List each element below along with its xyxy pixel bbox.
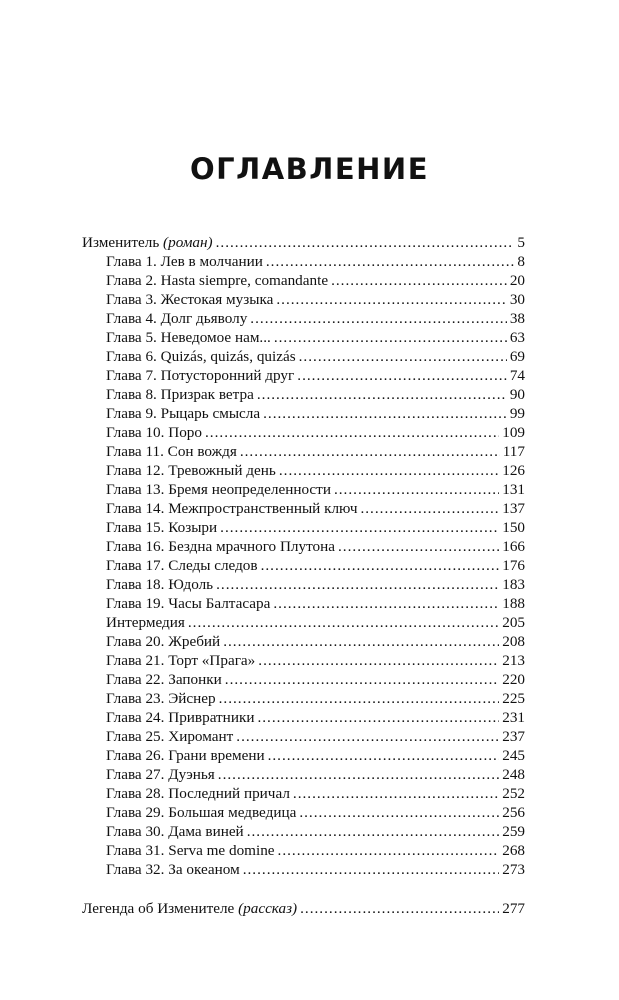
dot-leader	[334, 480, 499, 499]
toc-entry-chapter[interactable]	[82, 651, 525, 670]
toc-page-number: 166	[502, 538, 525, 555]
toc-page-number: 90	[509, 386, 525, 403]
toc-page-number: 188	[502, 595, 525, 612]
dot-leader	[220, 518, 499, 537]
dot-leader	[263, 404, 507, 423]
dot-leader	[299, 803, 499, 822]
toc-entry-chapter[interactable]	[82, 404, 525, 423]
dot-leader	[261, 556, 500, 575]
toc-entry-label: Интермедия	[106, 614, 185, 631]
toc-entry-label: Глава 30. Дама виней	[106, 823, 244, 840]
toc-entry-label: Глава 12. Тревожный день	[106, 462, 276, 479]
toc-entry-label: Глава 16. Бездна мрачного Плутона	[106, 538, 335, 555]
toc-entry-chapter[interactable]	[82, 461, 525, 480]
toc-page-number: 252	[502, 785, 525, 802]
dot-leader	[266, 252, 515, 271]
dot-leader	[218, 765, 499, 784]
toc-entry-chapter[interactable]	[82, 385, 525, 404]
page-title: ОГЛАВЛЕНИЕ	[189, 152, 429, 186]
toc-entry-chapter[interactable]	[82, 290, 525, 309]
toc-page-number: 208	[502, 633, 525, 650]
toc-entry-label: Глава 18. Юдоль	[106, 576, 214, 593]
toc-entry-label: Глава 24. Привратники	[106, 709, 255, 726]
toc-page-number: 231	[502, 709, 525, 726]
toc-entry-label: Глава 8. Призрак ветра	[106, 386, 254, 403]
toc-entry-label: Глава 13. Бремя неопределенности	[106, 481, 331, 498]
toc-page-number: 131	[502, 481, 525, 498]
work-genre: (роман)	[163, 234, 213, 251]
toc-page-number: 137	[502, 500, 525, 517]
toc-entry-label: Глава 23. Эйснер	[106, 690, 216, 707]
dot-leader	[216, 233, 515, 252]
work-title: Легенда об Изменителе	[82, 900, 235, 917]
toc-page-number: 38	[509, 310, 525, 327]
toc-entry-label: Глава 15. Козыри	[106, 519, 218, 536]
toc-entry-label: Глава 6. Quizás, quizás, quizás	[106, 348, 296, 365]
toc-entry-label: Глава 7. Потусторонний друг	[106, 367, 295, 384]
toc-entry-chapter[interactable]	[82, 442, 525, 461]
toc-entry-chapter[interactable]	[82, 613, 525, 632]
toc-page-number: 268	[502, 842, 525, 859]
dot-leader	[257, 708, 499, 727]
toc-entry-label: Глава 28. Последний причал	[106, 785, 290, 802]
toc-entry-story[interactable]	[82, 899, 525, 918]
toc-page-number: 220	[502, 671, 525, 688]
toc-entry-label: Глава 31. Serva me domine	[106, 842, 275, 859]
dot-leader	[223, 632, 499, 651]
toc-entry-chapter[interactable]	[82, 632, 525, 651]
toc-page-number: 248	[502, 766, 525, 783]
toc-entry-chapter[interactable]	[82, 347, 525, 366]
dot-leader	[268, 746, 500, 765]
dot-leader	[240, 442, 500, 461]
dot-leader	[274, 328, 507, 347]
toc-entry-label	[82, 233, 213, 252]
toc-entry-label: Глава 4. Долг дьяволу	[106, 310, 248, 327]
toc-entry-label: Глава 19. Часы Балтасара	[106, 595, 271, 612]
toc-entry-label: Глава 20. Жребий	[106, 633, 221, 650]
toc-entry-chapter[interactable]	[82, 594, 525, 613]
dot-leader	[257, 385, 507, 404]
toc-entry-label: Глава 1. Лев в молчании	[106, 253, 263, 270]
dot-leader	[338, 537, 499, 556]
toc-entry-label: Глава 5. Неведомое нам...	[106, 329, 271, 346]
dot-leader	[247, 822, 500, 841]
toc-entry-label: Глава 11. Сон вождя	[106, 443, 237, 460]
toc-page-number: 259	[502, 823, 525, 840]
toc-entry-chapter[interactable]	[82, 670, 525, 689]
toc-entry-chapter[interactable]	[82, 366, 525, 385]
toc-entry-chapter[interactable]	[82, 689, 525, 708]
toc-page-number: 117	[502, 443, 525, 460]
toc-page-number: 237	[502, 728, 525, 745]
toc-entry-chapter[interactable]	[82, 480, 525, 499]
toc-page-number: 176	[502, 557, 525, 574]
toc-entry-chapter[interactable]	[82, 499, 525, 518]
toc-entry-label: Глава 27. Дуэнья	[106, 766, 215, 783]
toc-page-number: 20	[509, 272, 525, 289]
toc-entry-label: Глава 29. Большая медведица	[106, 804, 297, 821]
toc-entry-chapter[interactable]	[82, 784, 525, 803]
toc-entry-chapter[interactable]	[82, 822, 525, 841]
dot-leader	[225, 670, 499, 689]
toc-page-number: 277	[502, 900, 525, 917]
table-of-contents	[82, 233, 525, 918]
toc-entry-label: Глава 2. Hasta siempre, comandante	[106, 272, 329, 289]
dot-leader	[243, 860, 500, 879]
toc-entry-chapter[interactable]	[82, 518, 525, 537]
toc-entry-chapter[interactable]	[82, 841, 525, 860]
dot-leader	[216, 575, 499, 594]
toc-page-number: 8	[517, 253, 525, 270]
toc-entry-label: Глава 26. Грани времени	[106, 747, 265, 764]
dot-leader	[331, 271, 507, 290]
toc-page-number: 63	[509, 329, 525, 346]
toc-page-number: 213	[502, 652, 525, 669]
toc-entry-chapter[interactable]	[82, 556, 525, 575]
dot-leader	[219, 689, 500, 708]
toc-page-number: 183	[502, 576, 525, 593]
dot-leader	[250, 309, 507, 328]
dot-leader	[236, 727, 499, 746]
toc-entry-label: Глава 25. Хиромант	[106, 728, 234, 745]
dot-leader	[278, 841, 500, 860]
dot-leader	[360, 499, 499, 518]
chapter-list	[82, 252, 525, 879]
dot-leader	[293, 784, 499, 803]
toc-page-number: 5	[517, 234, 525, 251]
dot-leader	[279, 461, 499, 480]
toc-entry-chapter[interactable]	[82, 575, 525, 594]
work-genre: (рассказ)	[238, 900, 298, 917]
dot-leader	[188, 613, 499, 632]
toc-entry-chapter[interactable]	[82, 537, 525, 556]
toc-entry-chapter[interactable]	[82, 309, 525, 328]
toc-page-number: 273	[502, 861, 525, 878]
toc-entry-label: Глава 22. Запонки	[106, 671, 222, 688]
dot-leader	[299, 347, 507, 366]
dot-leader	[300, 899, 499, 918]
toc-page-number: 256	[502, 804, 525, 821]
toc-page-number: 126	[502, 462, 525, 479]
toc-entry-chapter[interactable]	[82, 727, 525, 746]
toc-entry-label	[82, 899, 297, 918]
toc-page-number: 74	[509, 367, 525, 384]
toc-page-number: 99	[509, 405, 525, 422]
toc-entry-label: Глава 3. Жестокая музыка	[106, 291, 274, 308]
toc-entry-novel[interactable]	[82, 233, 525, 252]
dot-leader	[273, 594, 499, 613]
toc-entry-chapter[interactable]	[82, 765, 525, 784]
toc-entry-label: Глава 21. Торт «Прага»	[106, 652, 256, 669]
toc-entry-label: Глава 17. Следы следов	[106, 557, 258, 574]
toc-page-number: 245	[502, 747, 525, 764]
work-title: Изменитель	[82, 234, 160, 251]
toc-entry-label: Глава 32. За океаном	[106, 861, 240, 878]
toc-page-number: 69	[509, 348, 525, 365]
toc-page-number: 205	[502, 614, 525, 631]
toc-entry-chapter[interactable]	[82, 803, 525, 822]
toc-entry-label: Глава 14. Межпространственный ключ	[106, 500, 358, 517]
toc-entry-label: Глава 10. Поро	[106, 424, 202, 441]
dot-leader	[276, 290, 506, 309]
toc-entry-chapter[interactable]	[82, 423, 525, 442]
toc-page-number: 150	[502, 519, 525, 536]
toc-entry-chapter[interactable]	[82, 271, 525, 290]
toc-entry-chapter[interactable]	[82, 708, 525, 727]
toc-entry-chapter[interactable]	[82, 328, 525, 347]
toc-entry-chapter[interactable]	[82, 860, 525, 879]
toc-entry-chapter[interactable]	[82, 746, 525, 765]
dot-leader	[258, 651, 499, 670]
toc-page-number: 109	[502, 424, 525, 441]
toc-page-number: 225	[502, 690, 525, 707]
dot-leader	[205, 423, 499, 442]
dot-leader	[297, 366, 507, 385]
toc-entry-chapter[interactable]	[82, 252, 525, 271]
toc-page-number: 30	[509, 291, 525, 308]
toc-entry-label: Глава 9. Рыцарь смысла	[106, 405, 261, 422]
